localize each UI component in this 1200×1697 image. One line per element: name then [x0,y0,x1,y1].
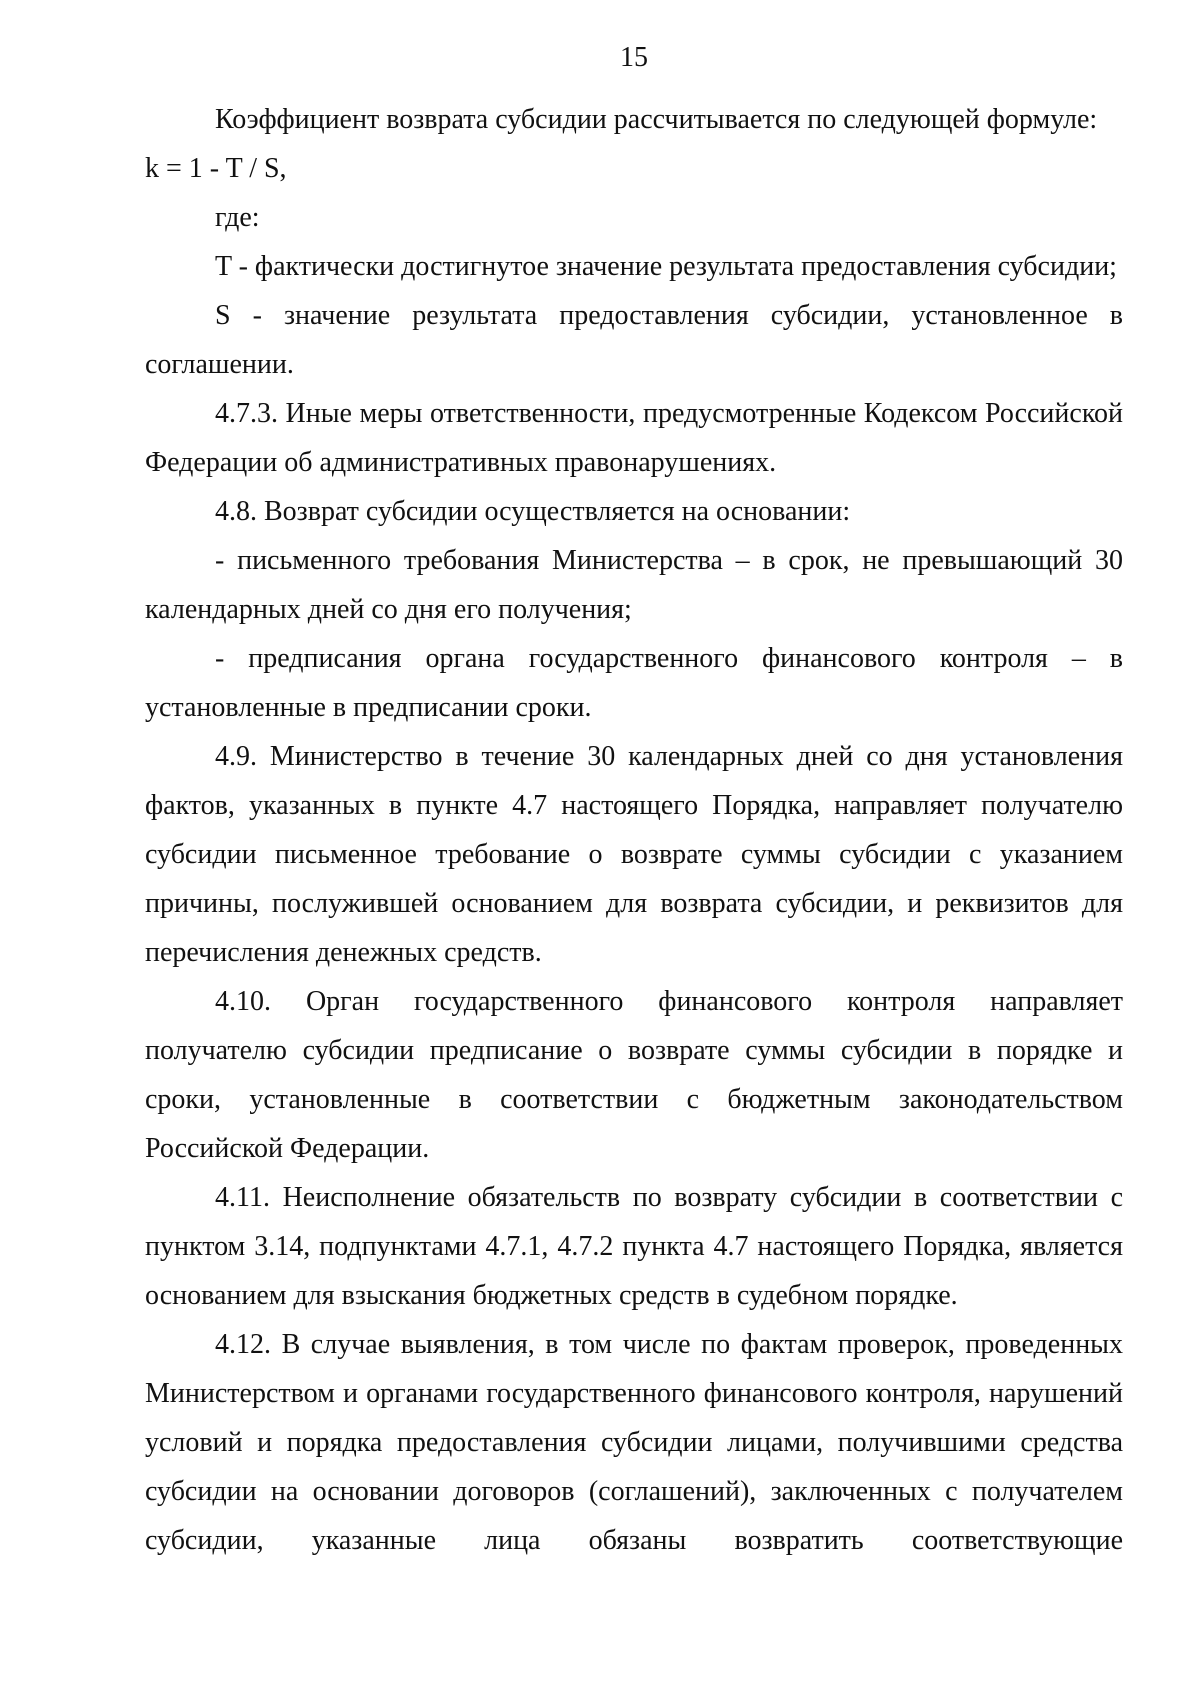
paragraph-where: где: [215,202,260,233]
formula: k = 1 - T / S, [145,153,287,184]
paragraph-4-10: 4.10. Орган государственного финансового контроля направляет получателю субсидии предписание о возврате суммы субсидии в порядке и сроки, установленные в соответствии с бюджетным законодательством Российской Федерации. [145,986,1123,1164]
paragraph-4-12: 4.12. В случае выявления, в том числе по фактам проверок, проведенных Министерством и органами государственного финансового контроля, нарушений условий и порядка предоставления субсидии лицами, получившими средства субсидии на основании договоров (соглашений), заключенных с получателем субсидии, указанные лица обязаны возвратить соответствующие [145,1329,1123,1556]
paragraph-s-definition: S - значение результата предоставления субсидии, установленное в соглашении. [145,300,1123,380]
document-body [145,95,1123,1565]
paragraph-formula-intro: Коэффициент возврата субсидии рассчитывается по следующей формуле: [215,104,1098,135]
paragraph-4-9: 4.9. Министерство в течение 30 календарных дней со дня установления фактов, указанных в пункте 4.7 настоящего Порядка, направляет получателю субсидии письменное требование о возврате суммы субсидии с указанием причины, послужившей основанием для возврата субсидии, и реквизитов для перечисления денежных средств. [145,741,1123,968]
page-number: 15 [620,42,648,73]
paragraph-4-11: 4.11. Неисполнение обязательств по возврату субсидии в соответствии с пунктом 3.14, подпунктами 4.7.1, 4.7.2 пункта 4.7 настоящего Порядка, является основанием для взыскания бюджетных средств в судебном порядке. [145,1182,1123,1311]
paragraph-4-8-item-2: - предписания органа государственного финансового контроля – в установленные в предписании сроки. [145,643,1123,723]
paragraph-t-definition: T - фактически достигнутое значение результата предоставления субсидии; [215,251,1117,282]
paragraph-4-7-3: 4.7.3. Иные меры ответственности, предусмотренные Кодексом Российской Федерации об административных правонарушениях. [145,398,1123,478]
paragraph-4-8: 4.8. Возврат субсидии осуществляется на основании: [215,496,851,527]
paragraph-4-8-item-1: - письменного требования Министерства – в срок, не превышающий 30 календарных дней со дня его получения; [145,545,1123,625]
